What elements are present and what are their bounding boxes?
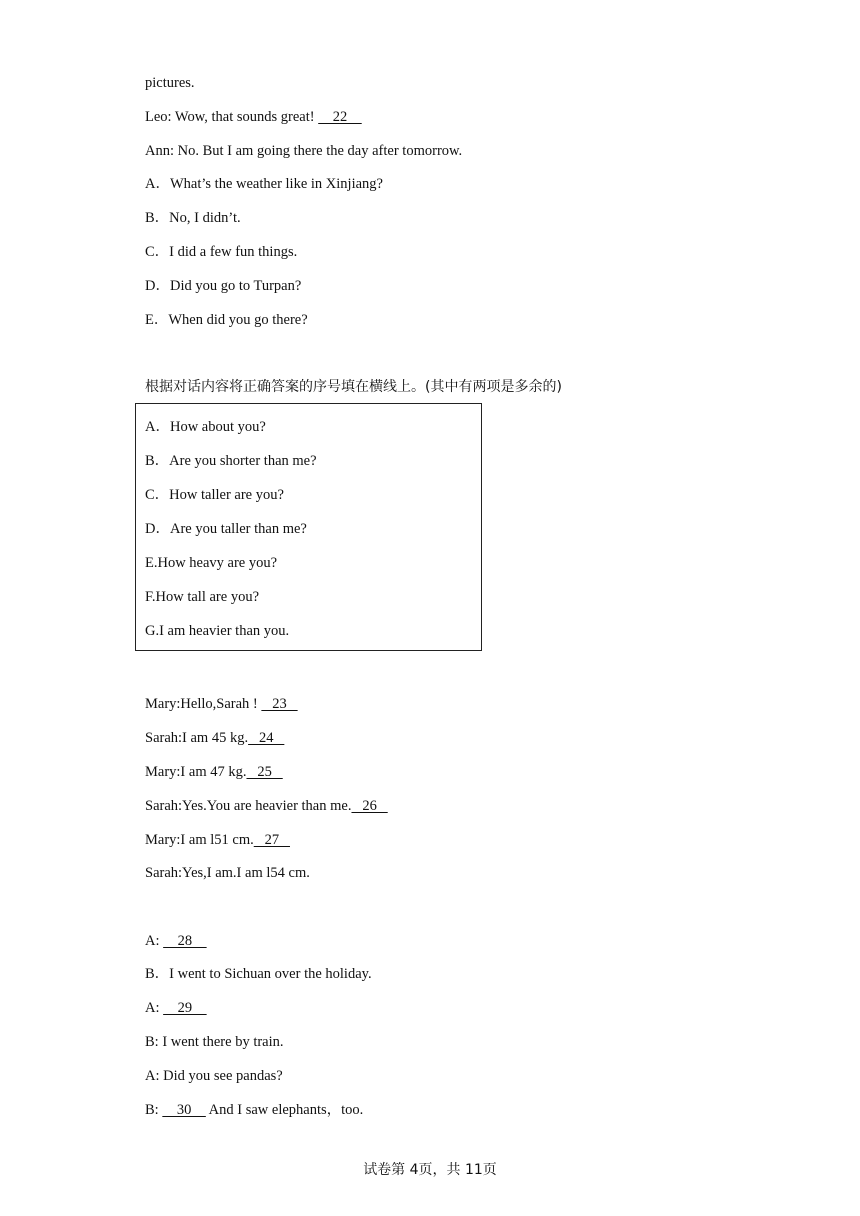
- mary-line-3: [145, 830, 290, 850]
- option-2A: A．How about you?: [145, 419, 266, 435]
- leo-text: Leo: Wow, that sounds great!: [145, 109, 319, 125]
- b-text-3: B:: [145, 1102, 163, 1118]
- sarah-text-1: Sarah:I am 45 kg.: [145, 730, 249, 746]
- b-text-3-suffix: And I saw elephants，too.: [205, 1102, 364, 1118]
- option-2B: B．Are you shorter than me?: [145, 453, 317, 469]
- sarah-line-3: Sarah:Yes,I am.I am l54 cm.: [145, 865, 310, 881]
- a-line-3: A: Did you see pandas?: [145, 1068, 283, 1084]
- b-line-2: B: I went there by train.: [145, 1034, 284, 1050]
- option-1D: D．Did you go to Turpan?: [145, 278, 302, 294]
- option-1E: E．When did you go there?: [145, 312, 308, 328]
- option-1B: B．No, I didn’t.: [145, 210, 241, 226]
- page-footer: 试卷第 4页，共 11页: [363, 1162, 497, 1178]
- b-line-3: [145, 1100, 363, 1120]
- leo-line: [145, 107, 362, 127]
- option-2F: F.How tall are you?: [145, 589, 260, 605]
- blank-27: 27: [253, 832, 290, 848]
- mary-line-1: [145, 694, 298, 714]
- pictures-line: pictures.: [145, 75, 195, 91]
- blank-24: 24: [248, 730, 285, 746]
- a-line-1: [145, 931, 207, 951]
- mary-text-2: Mary:I am 47 kg.: [145, 764, 247, 780]
- option-2C: C．How taller are you?: [145, 487, 284, 503]
- blank-26: 26: [351, 798, 388, 814]
- option-1C: C．I did a few fun things.: [145, 244, 298, 260]
- option-2G: G.I am heavier than you.: [145, 623, 290, 639]
- mary-text-3: Mary:I am l51 cm.: [145, 832, 254, 848]
- mary-text-1: Mary:Hello,Sarah !: [145, 696, 262, 712]
- blank-23: 23: [261, 696, 298, 712]
- ann-line: Ann: No. But I am going there the day after tomorrow.: [145, 143, 463, 159]
- sarah-text-2: Sarah:Yes.You are heavier than me.: [145, 798, 352, 814]
- option-1A: A．What’s the weather like in Xinjiang?: [145, 176, 383, 192]
- blank-25: 25: [246, 764, 283, 780]
- sarah-line-1: [145, 728, 284, 748]
- sarah-line-2: [145, 796, 388, 816]
- blank-22: 22: [318, 109, 362, 125]
- a-text-2: A:: [145, 1000, 164, 1016]
- b-line-1: B．I went to Sichuan over the holiday.: [145, 966, 372, 982]
- a-line-2: [145, 998, 207, 1018]
- option-2E: E.How heavy are you?: [145, 555, 278, 571]
- mary-line-2: [145, 762, 283, 782]
- blank-28: 28: [163, 933, 207, 949]
- blank-29: 29: [163, 1000, 207, 1016]
- section2-instruction: 根据对话内容将正确答案的序号填在横线上。(其中有两项是多余的): [145, 379, 562, 395]
- option-2D: D．Are you taller than me?: [145, 521, 307, 537]
- a-text-1: A:: [145, 933, 164, 949]
- blank-30: 30: [162, 1102, 206, 1118]
